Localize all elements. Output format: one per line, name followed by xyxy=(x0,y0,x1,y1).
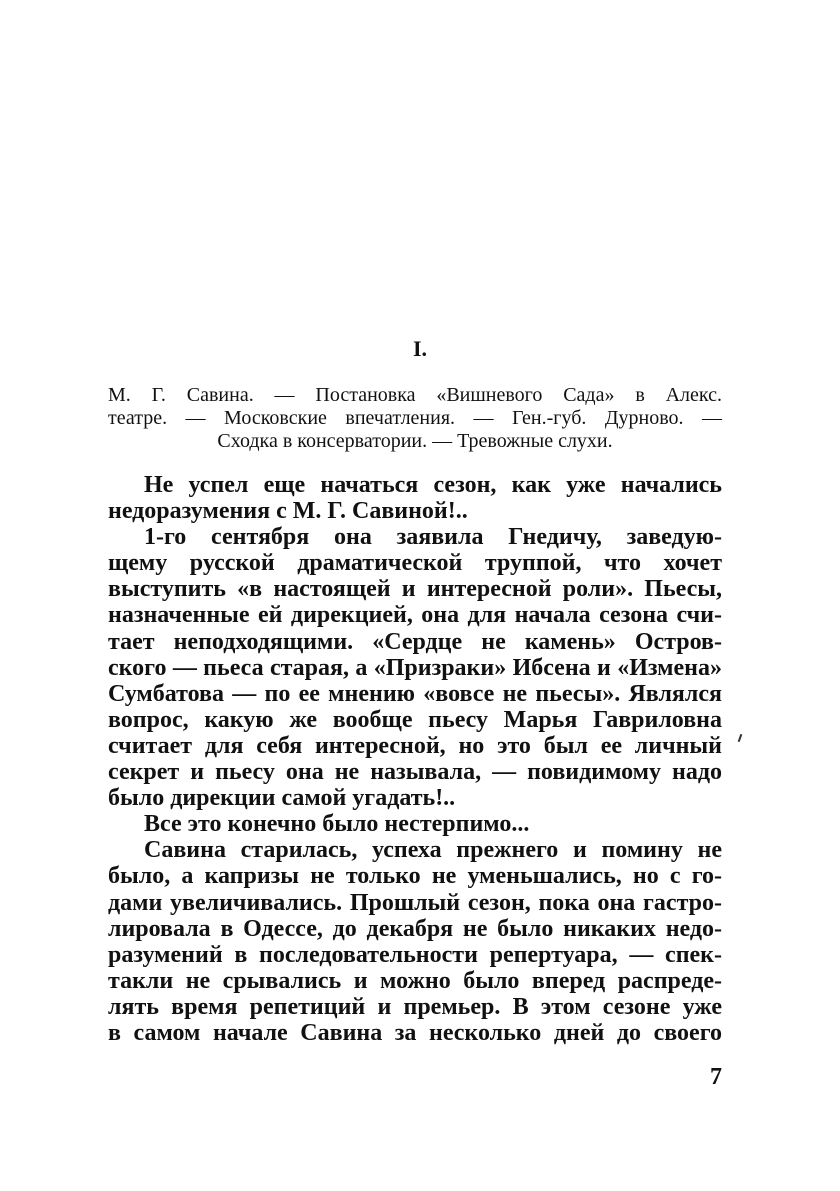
chapter-number: I. xyxy=(412,336,428,361)
print-speck xyxy=(738,734,743,742)
summary-line: театре. — Московские впечатления. — Ген.-губ. Дурново. — xyxy=(108,407,722,429)
text-line: было, а капризы не только не уменьшались, но с го- xyxy=(108,863,722,890)
text-line: Не успел еще начаться сезон, как уже начались xyxy=(144,472,722,498)
text-line: 1-го сентября она заявила Гнедичу, заведую- xyxy=(144,524,722,551)
text-line: разумений в последовательности репертуара, — спек- xyxy=(108,941,722,968)
text-line: недоразумения с М. Г. Савиной!.. xyxy=(108,498,468,525)
summary-line: Сходка в консерватории. — Тревожные слухи. xyxy=(217,430,613,452)
chapter-summary xyxy=(108,384,722,453)
text-line: щему русской драматической труппой, что хочет xyxy=(108,550,722,577)
text-line: вопрос, какую же вообще пьесу Марья Гавриловна xyxy=(108,706,722,733)
text-line: было дирекции самой угадать!.. xyxy=(108,785,456,812)
text-line: назначенные ей дирекцией, она для начала сезона счи- xyxy=(108,602,722,629)
text-line: считает для себя интересной, но это был ее личный xyxy=(108,732,722,759)
text-line: секрет и пьесу она не называла, — повидимому надо xyxy=(108,759,722,786)
text-line: тает неподходящими. «Сердце не камень» Остров- xyxy=(108,628,722,655)
text-line: Сумбатова — по ее мнению «вовсе не пьесы». Являлся xyxy=(108,680,722,707)
text-line: Савина старилась, успеха прежнего и помину не xyxy=(144,837,722,864)
text-line: дами увеличивались. Прошлый сезон, пока она гастро- xyxy=(108,889,722,916)
text-line: такли не срывались и можно было вперед распреде- xyxy=(108,967,722,994)
summary-line: М. Г. Савина. — Постановка «Вишневого Сада» в Алекс. xyxy=(108,384,722,406)
text-line: лировала в Одессе, до декабря не было никаких недо- xyxy=(108,915,722,942)
text-line: лять время репетиций и премьер. В этом сезоне уже xyxy=(108,993,722,1020)
text-line: в самом начале Савина за несколько дней до своего xyxy=(108,1019,722,1046)
text-line: выступить «в настоящей и интересной роли». Пьесы, xyxy=(108,576,722,603)
text-line: ского — пьеса старая, а «Призраки» Ибсена и «Измена» xyxy=(108,654,722,681)
text-line: Все это конечно было нестерпимо... xyxy=(144,811,530,838)
page-number: 7 xyxy=(710,1064,722,1090)
body-text xyxy=(108,472,722,1046)
